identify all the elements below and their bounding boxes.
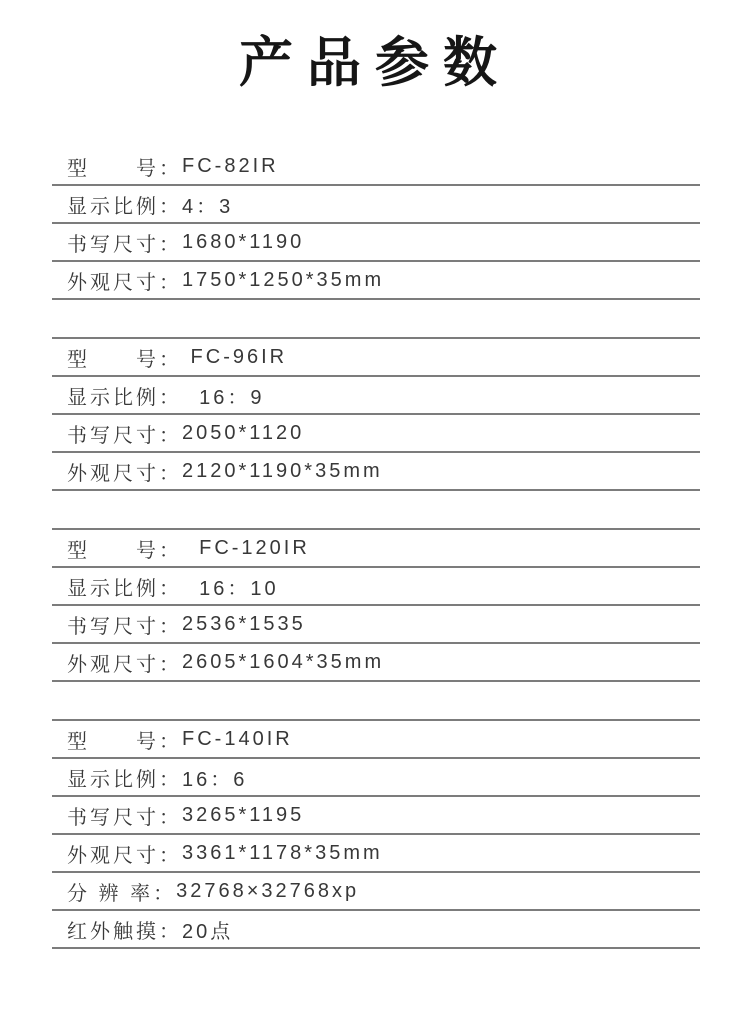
spec-row xyxy=(52,453,700,491)
spec-label: 显示比例： xyxy=(67,195,182,218)
spec-table xyxy=(52,148,700,949)
spec-value: 4：3 xyxy=(182,195,234,218)
spec-value: FC-120IR xyxy=(182,536,310,559)
spec-value: 16：10 xyxy=(182,577,279,600)
spec-label: 外观尺寸： xyxy=(67,462,182,485)
spec-row xyxy=(52,873,700,911)
spec-label: 型 号： xyxy=(67,157,182,180)
spec-group-fc-120ir xyxy=(52,528,700,682)
spec-value: 2050*1120 xyxy=(182,421,305,444)
spec-label: 型 号： xyxy=(67,730,182,753)
spec-value: 32768×32768xp xyxy=(176,879,360,902)
spec-value: 2120*1190*35mm xyxy=(182,459,383,482)
spec-group-fc-96ir xyxy=(52,337,700,491)
spec-label: 书写尺寸： xyxy=(67,233,182,256)
spec-value: FC-140IR xyxy=(182,727,293,750)
spec-label: 书写尺寸： xyxy=(67,615,182,638)
spec-value: 1680*1190 xyxy=(182,230,305,253)
spec-label: 外观尺寸： xyxy=(67,653,182,676)
spec-row xyxy=(52,339,700,377)
spec-value: 2605*1604*35mm xyxy=(182,650,385,673)
spec-label: 分 辨 率： xyxy=(67,882,177,905)
spec-row xyxy=(52,606,700,644)
spec-value: FC-82IR xyxy=(182,154,279,177)
spec-label: 书写尺寸： xyxy=(67,424,182,447)
spec-label: 型 号： xyxy=(67,348,182,371)
spec-row xyxy=(52,568,700,606)
spec-row xyxy=(52,759,700,797)
spec-value: 16：9 xyxy=(182,386,265,409)
spec-value: 16：6 xyxy=(182,768,248,791)
spec-label: 显示比例： xyxy=(67,577,182,600)
spec-label: 外观尺寸： xyxy=(67,844,182,867)
spec-row xyxy=(52,721,700,759)
spec-label: 书写尺寸： xyxy=(67,806,182,829)
spec-row xyxy=(52,797,700,835)
spec-row xyxy=(52,148,700,186)
spec-value: 3265*1195 xyxy=(182,803,305,826)
spec-row xyxy=(52,835,700,873)
spec-row xyxy=(52,911,700,949)
spec-label: 红外触摸： xyxy=(67,920,182,943)
spec-label: 显示比例： xyxy=(67,386,182,409)
spec-value: 20点 xyxy=(182,920,234,943)
page-title: 产品参数 xyxy=(239,33,511,93)
spec-value: FC-96IR xyxy=(182,345,288,368)
spec-row xyxy=(52,224,700,262)
spec-row xyxy=(52,262,700,300)
spec-row xyxy=(52,644,700,682)
spec-label: 显示比例： xyxy=(67,768,182,791)
spec-group-fc-82ir xyxy=(52,148,700,300)
spec-row xyxy=(52,415,700,453)
spec-value: 3361*1178*35mm xyxy=(182,841,383,864)
spec-value: 2536*1535 xyxy=(182,612,306,635)
spec-label: 外观尺寸： xyxy=(67,271,182,294)
spec-row xyxy=(52,186,700,224)
spec-label: 型 号： xyxy=(67,539,182,562)
spec-row xyxy=(52,530,700,568)
spec-row xyxy=(52,377,700,415)
spec-group-fc-140ir xyxy=(52,719,700,949)
spec-value: 1750*1250*35mm xyxy=(182,268,385,291)
